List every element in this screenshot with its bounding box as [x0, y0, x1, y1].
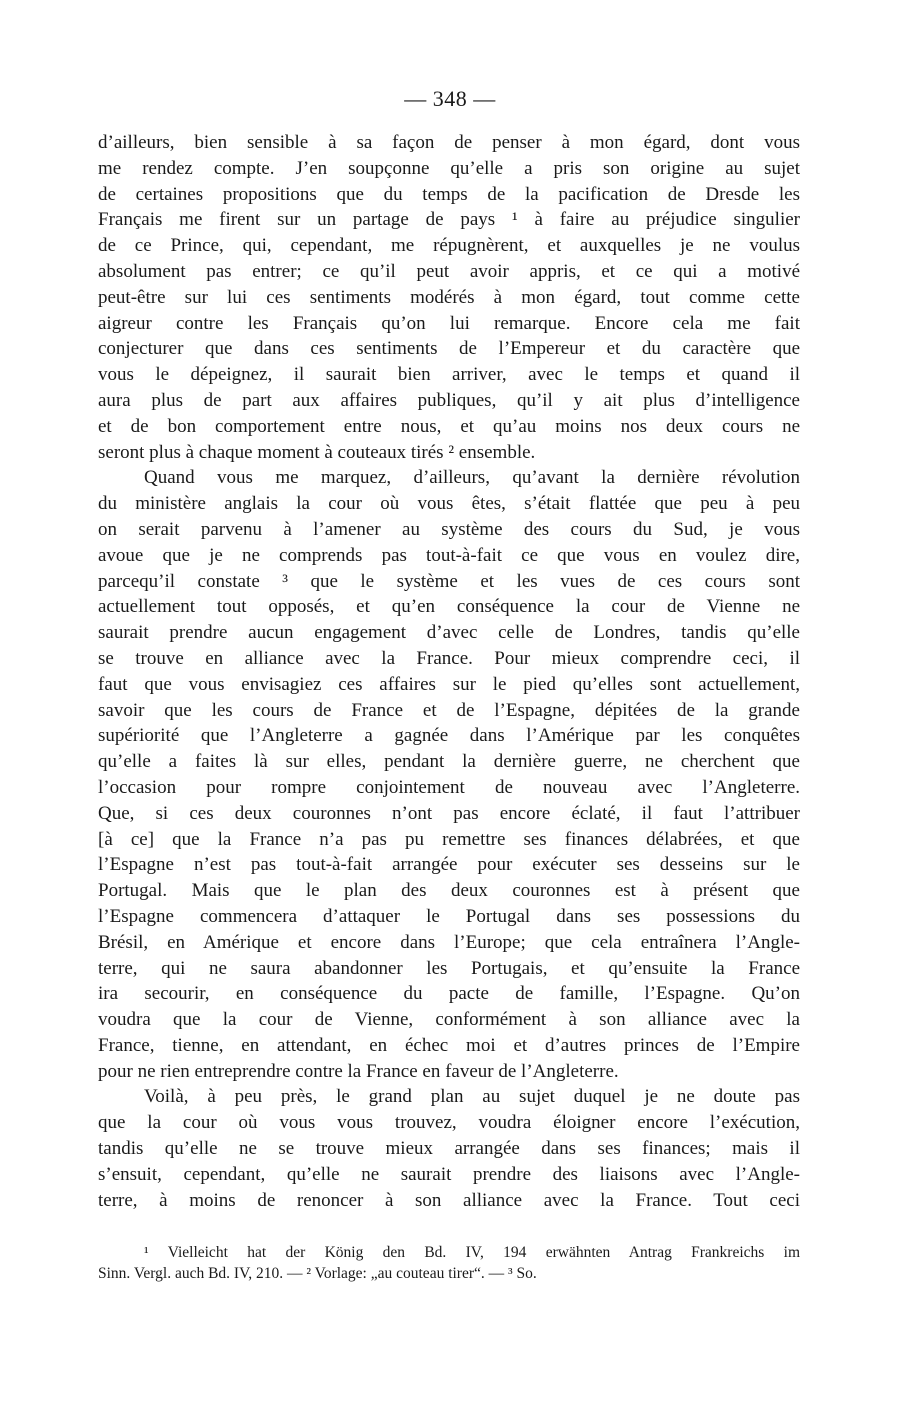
text-line: l’Espagne n’est pas tout-à-fait arrangée pour exécuter ses desseins sur le — [98, 854, 800, 876]
text-line: et de bon comportement entre nous, et qu’au moins nos deux cours ne — [98, 415, 800, 437]
text-line: tandis qu’elle ne se trouve mieux arrangée dans ses finances; mais il — [98, 1138, 800, 1160]
text-line: peut-être sur lui ces sentiments modérés à mon égard, tout comme cette — [98, 286, 800, 308]
text-line: que la cour où vous vous trouvez, voudra éloigner encore l’exécution, — [98, 1112, 800, 1134]
text-line: de ce Prince, qui, cependant, me répugnèrent, et auxquelles je ne voulus — [98, 235, 800, 257]
page-number: — 348 — — [404, 86, 496, 111]
text-line: faut que vous envisagiez ces affaires sur le pied qu’elles sont actuellement, — [98, 673, 800, 695]
text-line: terre, qui ne saura abandonner les Portugais, et qu’ensuite la France — [98, 957, 800, 979]
text-line: Portugal. Mais que le plan des deux couronnes est à présent que — [98, 880, 800, 902]
text-line: [à ce] que la France n’a pas pu remettre ses finances délabrées, et que — [98, 828, 800, 850]
text-line: Quand vous me marquez, d’ailleurs, qu’avant la dernière révolution — [144, 467, 800, 489]
body-text — [98, 130, 800, 1213]
text-line: Voilà, à peu près, le grand plan au sujet duquel je ne doute pas — [144, 1086, 800, 1108]
text-line: se trouve en alliance avec la France. Pour mieux comprendre ceci, il — [98, 647, 800, 669]
text-line: aura plus de part aux affaires publiques, qu’il y ait plus d’intelligence — [98, 389, 800, 411]
paragraph — [98, 1084, 800, 1213]
paragraph — [98, 465, 800, 1084]
text-line: Français me firent sur un partage de pays ¹ à faire au préjudice singulier — [98, 209, 800, 231]
text-line: France, tienne, en attendant, en échec moi et d’autres princes de l’Empire — [98, 1034, 800, 1056]
text-line: d’ailleurs, bien sensible à sa façon de penser à mon égard, dont vous — [98, 132, 800, 153]
paragraph — [98, 130, 800, 465]
text-line: vous le dépeignez, il saurait bien arriver, avec le temps et quand il — [98, 364, 800, 386]
text-line: Brésil, en Amérique et encore dans l’Europe; que cela entraînera l’Angle- — [98, 931, 800, 953]
footnotes — [98, 1242, 800, 1284]
text-line: s’ensuit, cependant, qu’elle ne saurait prendre des liaisons avec l’Angle- — [98, 1163, 800, 1185]
text-line: pour ne rien entreprendre contre la France en faveur de l’Angleterre. — [98, 1060, 619, 1082]
text-line: me rendez compte. J’en soupçonne qu’elle a pris son origine au sujet — [98, 157, 800, 179]
text-line: l’Espagne commencera d’attaquer le Portugal dans ses possessions du — [98, 905, 800, 927]
text-line: terre, à moins de renoncer à son alliance avec la France. Tout ceci — [98, 1189, 800, 1211]
text-line: voudra que la cour de Vienne, conformément à son alliance avec la — [98, 1009, 800, 1031]
text-line: de certaines propositions que du temps de la pacification de Dresde les — [98, 183, 800, 205]
text-line: saurait prendre aucun engagement d’avec celle de Londres, tandis qu’elle — [98, 622, 800, 644]
text-line: absolument pas entrer; ce qu’il peut avoir appris, et ce qui a motivé — [98, 260, 800, 282]
text-line: parcequ’il constate ³ que le système et les vues de ces cours sont — [98, 570, 800, 592]
text-line: conjecturer que dans ces sentiments de l’Empereur et du caractère que — [98, 338, 800, 360]
text-line: avoue que je ne comprends pas tout-à-fait ce que vous en voulez dire, — [98, 544, 800, 566]
text-line: seront plus à chaque moment à couteaux tirés ² ensemble. — [98, 441, 536, 463]
text-line: ira secourir, en conséquence du pacte de famille, l’Espagne. Qu’on — [98, 983, 800, 1005]
text-line: du ministère anglais la cour où vous êtes, s’était flattée que peu à peu — [98, 493, 800, 515]
text-line: on serait parvenu à l’amener au système des cours du Sud, je vous — [98, 518, 800, 540]
footnote-line: Sinn. Vergl. auch Bd. IV, 210. — ² Vorlage: „au couteau tirer“. — ³ So. — [98, 1265, 537, 1282]
text-line: supériorité que l’Angleterre a gagnée dans l’Amérique par les conquêtes — [98, 725, 800, 747]
text-line: aigreur contre les Français qu’on lui remarque. Encore cela me fait — [98, 312, 800, 334]
text-line: qu’elle a faites là sur elles, pendant la dernière guerre, ne cherchent que — [98, 751, 800, 773]
text-line: l’occasion pour rompre conjointement de nouveau avec l’Angleterre. — [98, 776, 800, 798]
text-line: savoir que les cours de France et de l’Espagne, dépitées de la grande — [98, 699, 800, 721]
footnote-line: ¹ Vielleicht hat der König den Bd. IV, 194 erwähnten Antrag Frankreichs im — [144, 1244, 800, 1261]
text-line: Que, si ces deux couronnes n’ont pas encore éclaté, il faut l’attribuer — [98, 802, 800, 824]
text-line: actuellement tout opposés, et qu’en conséquence la cour de Vienne ne — [98, 596, 800, 618]
